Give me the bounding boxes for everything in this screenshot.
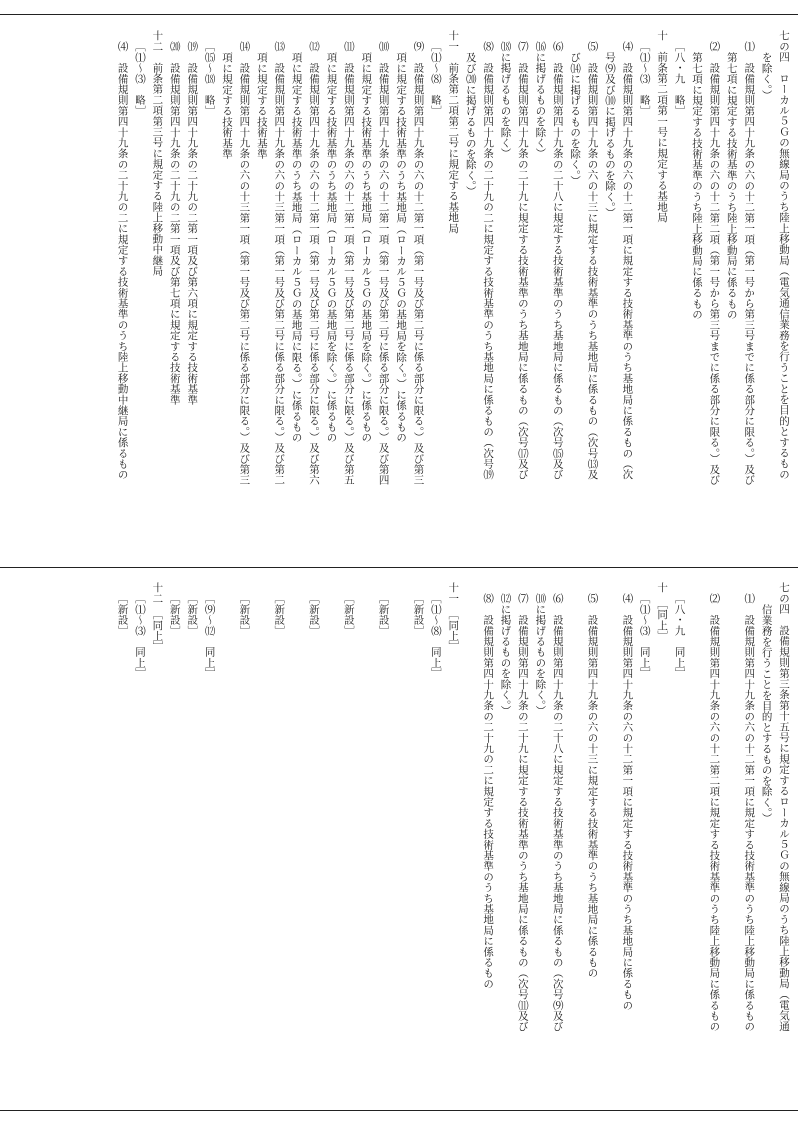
text-line: ［新設］ (412, 593, 425, 636)
text-line (566, 582, 583, 1104)
text-line: 及び⒇に掲げるものを除く。） (464, 52, 477, 197)
text-line: ⑴ 設備規則第四十九条の六の十二第一項に規定する技術基準のうち陸上移動局に係るもの (743, 593, 756, 1032)
text-line: ⑺ 設備規則第四十九条の二十九に規定する技術基準のうち基地局に係るもの（次号⑾及び (516, 593, 529, 1032)
text-line: ［新設］ (377, 593, 390, 636)
text-line: 項に規定する技術基準 (255, 52, 268, 159)
text-line: ⑻ 設備規則第四十九条の二十九の二に規定する技術基準のうち基地局に係るもの (482, 593, 495, 989)
text-line: ［新設］ (342, 593, 355, 636)
text-line: ⑺ 設備規則第四十九条の二十九に規定する技術基準のうち基地局に係るもの（次号⒄及び (516, 41, 529, 480)
text-line: ⑷ 設備規則第四十九条の二十九の二に規定する技術基準のうち陸上移動中継局に係るもの (116, 41, 129, 480)
middle-rule (0, 567, 798, 568)
text-line: ⒁ 設備規則第四十九条の六の十三第一項（第一号及び第二号に係る部分に限る。）及び第三 (238, 41, 251, 486)
text-line: び⒁に掲げるものを除く。） (569, 52, 582, 186)
text-line: ⑵ 設備規則第四十九条の六の十二第二項（第一号から第三号までに係る部分に限る。）及び (708, 41, 721, 486)
text-line: 十二 前条第二項第三号に規定する陸上移動中継局 (151, 30, 164, 277)
text-line (357, 582, 374, 1104)
text-line (722, 582, 739, 1104)
top-rule (0, 14, 798, 15)
text-line: ［新設］ (116, 593, 129, 636)
upper-panel-current-text (6, 30, 792, 564)
text-line: ⑻ 設備規則第四十九条の二十九の二に規定する技術基準のうち基地局に係るもの（次号⒆ (482, 41, 495, 480)
text-line: 十 前条第二項第一号に規定する基地局 (656, 30, 669, 223)
text-line: ⒀ 設備規則第四十九条の六の十三第一項（第一号及び第二号に係る部分に限る。）及び第二 (273, 41, 286, 486)
text-line: 第七項に規定する技術基準のうち陸上移動局に係るもの (690, 52, 703, 320)
text-line: ［⑴～⑻ 同上］ (429, 593, 442, 679)
bottom-rule (0, 1110, 798, 1111)
text-line (688, 582, 705, 1104)
text-line: ［⑴～⑶ 同上］ (133, 593, 146, 679)
text-line: ⒅に掲げるものを除く） (499, 41, 512, 159)
text-line: ［⑴～⑶ 同上］ (638, 593, 651, 679)
text-line (461, 582, 478, 1104)
lower-panel-previous-text (6, 582, 792, 1104)
text-line: ［新設］ (186, 593, 199, 636)
text-line: を除く。） (760, 52, 773, 101)
text-line: ⑽に掲げるものを除く。） (534, 593, 547, 717)
text-line: 号⑼及び⑽に掲げるものを除く。） (603, 52, 616, 218)
text-line: 十一 前条第二項第二号に規定する基地局 (447, 30, 460, 234)
text-line: 十 ［同上］ (656, 582, 669, 641)
text-line: 七の四 設備規則第三条第十五号に規定するローカル５Ｇの無線局のうち陸上移動局（電気通 (778, 582, 790, 1032)
text-line: ⑼ 設備規則第四十九条の六の十二第一項（第一号及び第二号に係る部分に限る。）及び第三 (412, 41, 425, 486)
text-line: 項に規定する技術基準のうち基地局（ローカル５Ｇの基地局を除く。）に係るもの (325, 52, 338, 443)
text-line: ⒃に掲げるものを除く） (534, 41, 547, 159)
text-line: 十二 ［同上］ (151, 582, 164, 652)
text-line: ⑸ 設備規則第四十九条の六の十三に規定する技術基準のうち基地局に係るもの（次号⒀及 (586, 41, 599, 480)
text-line (601, 582, 618, 1104)
text-line: ［八・九 同上］ (673, 593, 686, 679)
text-line: ［⑼～⑿ 同上］ (203, 593, 216, 679)
text-line: ⑿ 設備規則第四十九条の六の十二第一項（第一号及び第二号に係る部分に限る。）及び第六 (308, 41, 321, 486)
text-line: ⑷ 設備規則第四十九条の六の十二第一項に規定する技術基準のうち基地局に係るもの（次 (621, 41, 634, 480)
text-line: ［新設］ (273, 593, 286, 636)
text-line: ［⑴～⑶ 略］ (638, 41, 651, 116)
text-line: 項に規定する技術基準 (221, 52, 233, 159)
text-line: ［新設］ (238, 593, 251, 636)
text-line: ⑵ 設備規則第四十九条の六の十二第二項に規定する技術基準のうち陸上移動局に係るもの (708, 593, 721, 1032)
text-line: 項に規定する技術基準のうち基地局（ローカル５Ｇの基地局に限る。）に係るもの (290, 52, 303, 443)
text-line: ⑹ 設備規則第四十九条の二十八に規定する技術基準のうち基地局に係るもの（次号⑼及び (551, 593, 564, 1032)
text-line: ⒆ 設備規則第四十九条の二十九の二第一項及び第六項に規定する技術基準 (186, 41, 199, 405)
text-line (392, 582, 409, 1104)
text-line: ［八・九 略］ (673, 41, 686, 116)
text-line (252, 582, 269, 1104)
text-line: ⑴ 設備規則第四十九条の六の十二第一項（第一号から第三号までに係る部分に限る。）及び (743, 41, 756, 486)
upper-vertical-text (6, 30, 792, 564)
text-line (287, 582, 304, 1104)
text-line (322, 582, 339, 1104)
text-line: ⑾ 設備規則第四十九条の六の十二第一項（第一号及び第二号に係る部分に限る。）及び第五 (342, 41, 355, 486)
text-line: ⑽ 設備規則第四十九条の六の十二第一項（第一号及び第二号に係る部分に限る。）及び第四 (377, 41, 390, 486)
text-line: ［⑴～⑶ 略］ (133, 41, 146, 116)
text-line: ⑹ 設備規則第四十九条の二十八に規定する技術基準のうち基地局に係るもの（次号⒂及び (551, 41, 564, 480)
text-line: ⑷ 設備規則第四十九条の六の十二第一項に規定する技術基準のうち基地局に係るもの (621, 593, 634, 1011)
text-line: 七の四 ローカル５Ｇの無線局のうち陸上移動局（電気通信業務を行うことを目的とするもの (778, 30, 790, 480)
text-line: 第七項に規定する技術基準のうち陸上移動局に係るもの (725, 52, 738, 320)
text-line (218, 582, 235, 1104)
text-line: 信業務を行うことを目的とするものを除く。） (760, 604, 773, 824)
text-line: ［新設］ (308, 593, 321, 636)
text-line: ⑿に掲げるものを除く。） (499, 593, 512, 717)
text-line: 項に規定する技術基準のうち基地局（ローカル５Ｇの基地局を除く。）に係るもの (360, 52, 373, 443)
text-line: 十一 ［同上］ (447, 582, 460, 652)
text-line: ⑸ 設備規則第四十九条の六の十三に規定する技術基準のうち基地局に係るもの (586, 593, 599, 979)
lower-vertical-text (6, 582, 792, 1104)
text-line: ⒇ 設備規則第四十九条の二十九の二第一項及び第七項に規定する技術基準 (168, 41, 181, 405)
text-line: 項に規定する技術基準のうち基地局（ローカル５Ｇの基地局を除く。）に係るもの (395, 52, 408, 443)
text-line: ［新設］ (168, 593, 181, 636)
text-line: ［⒂～⒅ 略］ (203, 41, 216, 116)
text-line: ［⑴～⑻ 略］ (429, 41, 442, 116)
